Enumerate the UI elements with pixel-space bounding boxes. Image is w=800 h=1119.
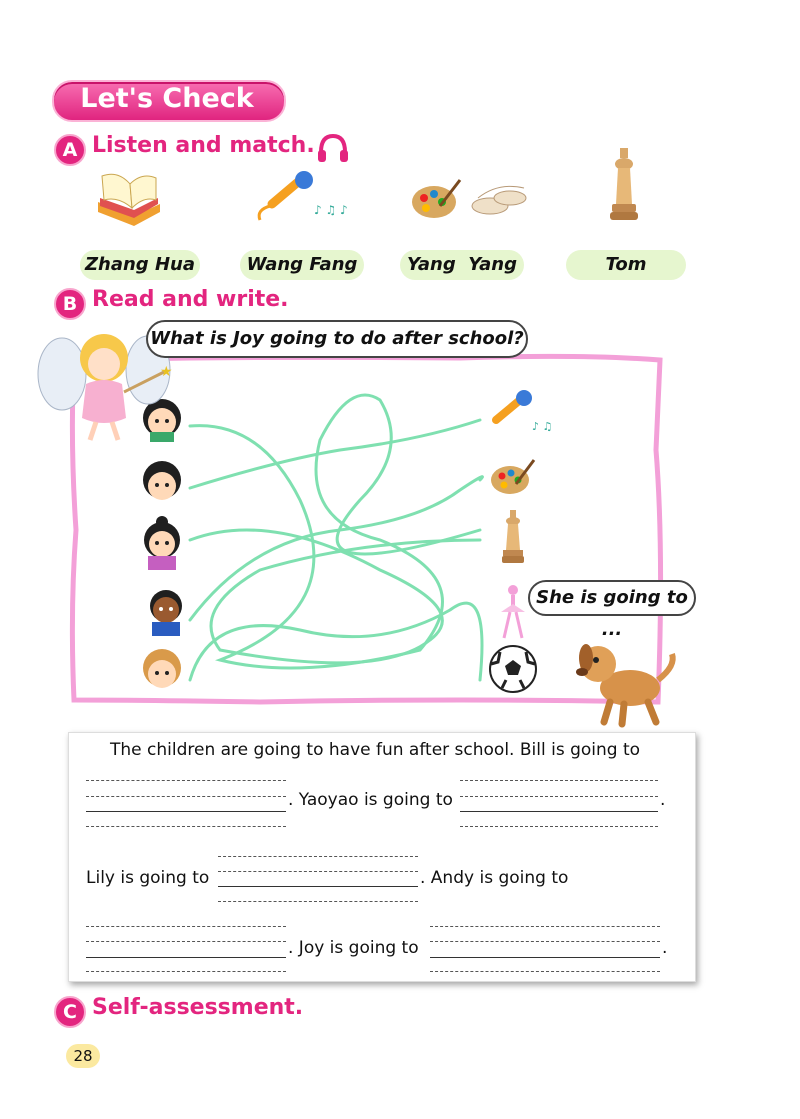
svg-text:♪ ♫: ♪ ♫ <box>532 420 553 433</box>
blank-dash <box>86 926 286 928</box>
sentence-intro: The children are going to have fun after school. Bill is going to <box>110 740 641 760</box>
blank-dash <box>460 780 658 782</box>
section-c-badge: C <box>54 996 86 1028</box>
sentence-andy: . Andy is going to <box>420 868 569 888</box>
answer-blank-bill[interactable] <box>86 811 286 813</box>
chess-piece-icon <box>500 508 526 566</box>
page-number: 28 <box>66 1044 100 1068</box>
answer-blank-joy[interactable] <box>430 957 660 959</box>
blank-dash <box>430 926 660 928</box>
child-face-4 <box>146 588 186 636</box>
answer-blank-andy[interactable] <box>86 957 286 959</box>
page-title: Let's Check <box>80 83 254 114</box>
child-face-5 <box>140 648 184 694</box>
blank-dash <box>218 901 418 903</box>
dog-icon <box>568 636 684 728</box>
name-pill-4: Tom <box>566 250 686 280</box>
section-a-badge: A <box>54 134 86 166</box>
sentence-period-1: . <box>660 790 666 810</box>
section-b-badge: B <box>54 288 86 320</box>
blank-dash <box>218 856 418 858</box>
ballet-shoes-icon <box>468 178 530 222</box>
answer-blank-lily[interactable] <box>218 886 418 888</box>
blank-dash <box>86 826 286 828</box>
blank-dash <box>430 941 660 943</box>
chess-piece-icon <box>606 146 642 226</box>
svg-text:★: ★ <box>160 364 173 380</box>
microphone-icon <box>486 390 566 438</box>
blank-dash <box>460 796 658 798</box>
sentence-period-2: . <box>662 938 668 958</box>
child-face-3 <box>140 516 184 570</box>
blank-dash <box>460 826 658 828</box>
section-b-title: Read and write. <box>92 287 289 312</box>
answer-blank-yaoyao[interactable] <box>460 811 658 813</box>
blank-dash <box>86 941 286 943</box>
paint-palette-icon <box>410 176 462 222</box>
paint-palette-icon <box>490 456 536 496</box>
microphone-icon <box>254 170 350 226</box>
headphones-icon <box>316 132 350 164</box>
ballet-dancer-icon <box>498 582 528 642</box>
soccer-ball-icon <box>488 644 538 694</box>
question-bubble: What is Joy going to do after school? <box>146 320 528 358</box>
maze-lines <box>180 380 500 700</box>
sentence-yaoyao: . Yaoyao is going to <box>288 790 453 810</box>
blank-dash <box>86 780 286 782</box>
name-pill-1: Zhang Hua <box>80 250 200 280</box>
answer-bubble: She is going to ... <box>528 580 696 616</box>
sentence-joy: . Joy is going to <box>288 938 419 958</box>
section-a-title: Listen and match. <box>92 133 315 158</box>
sentence-lily: Lily is going to <box>86 868 210 888</box>
blank-dash <box>430 971 660 973</box>
blank-dash <box>218 871 418 873</box>
blank-dash <box>86 796 286 798</box>
name-pill-3: Yang Yang <box>400 250 524 280</box>
child-face-2 <box>140 460 184 506</box>
book-icon <box>94 168 164 228</box>
svg-text:♪ ♫ ♪: ♪ ♫ ♪ <box>314 203 348 217</box>
blank-dash <box>86 971 286 973</box>
section-c-title: Self-assessment. <box>92 995 304 1020</box>
name-pill-2: Wang Fang <box>240 250 364 280</box>
